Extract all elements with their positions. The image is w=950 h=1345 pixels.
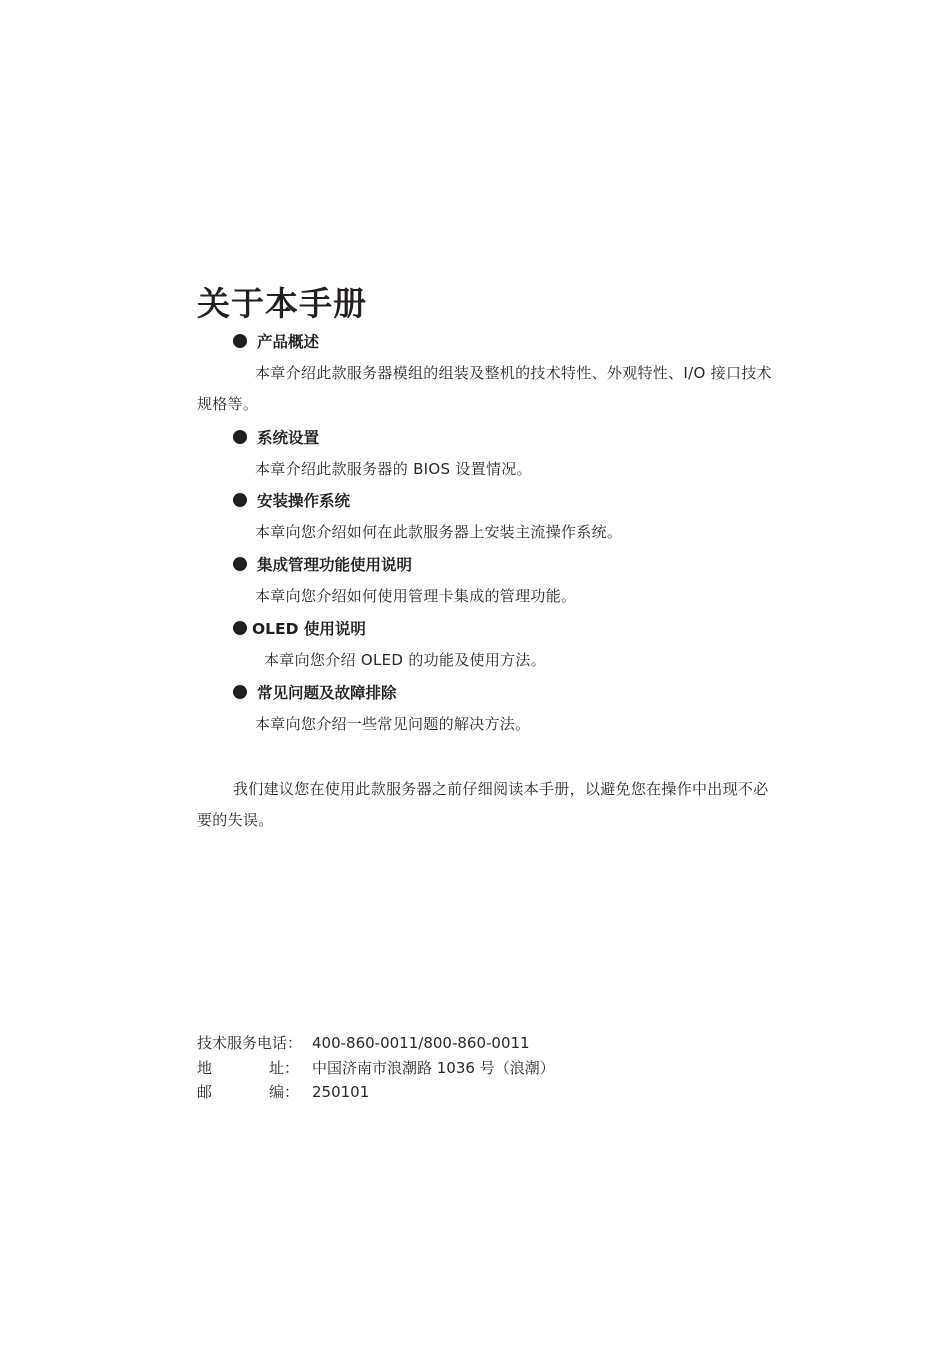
section-description: 本章介绍此款服务器模组的组装及整机的技术特性、外观特性、I/O 接口技术规格等。 — [197, 364, 772, 413]
section-heading-label: 常见问题及故障排除 — [257, 684, 397, 702]
page-title: 关于本手册 — [197, 284, 367, 323]
bullet-icon — [233, 493, 247, 507]
contact-phone — [197, 1032, 530, 1054]
section-heading — [233, 490, 350, 512]
contact-phone-value: 400-860-0011/800-860-0011 — [312, 1034, 530, 1052]
section-heading-label: 产品概述 — [257, 333, 320, 351]
section-heading-label: OLED 使用说明 — [252, 620, 366, 638]
contact-postcode-label: 邮 编： — [197, 1083, 299, 1101]
bullet-icon — [233, 334, 247, 348]
bullet-icon — [233, 685, 247, 699]
bullet-icon — [233, 621, 247, 635]
contact-address-value: 中国济南市浪潮路 1036 号（浪潮） — [312, 1059, 555, 1077]
contact-phone-label: 技术服务电话： — [197, 1034, 303, 1052]
contact-postcode-value: 250101 — [312, 1083, 370, 1101]
section-heading — [233, 682, 397, 704]
contact-address — [197, 1057, 555, 1079]
section-heading-label: 集成管理功能使用说明 — [257, 556, 413, 574]
section-heading — [233, 427, 319, 449]
section-heading — [233, 618, 366, 640]
reading-advice: 我们建议您在使用此款服务器之前仔细阅读本手册，以避免您在操作中出现不必要的失误。 — [197, 780, 769, 829]
contact-postcode — [197, 1081, 369, 1103]
section-heading-label: 安装操作系统 — [257, 492, 351, 510]
section-heading-label: 系统设置 — [257, 429, 320, 447]
section-description: 本章介绍此款服务器的 BIOS 设置情况。 — [255, 460, 532, 478]
section-heading — [233, 331, 319, 353]
section-heading — [233, 554, 412, 576]
contact-address-label: 地 址： — [197, 1059, 299, 1077]
bullet-icon — [233, 557, 247, 571]
section-description: 本章向您介绍一些常见问题的解决方法。 — [255, 715, 531, 733]
section-description: 本章向您介绍如何在此款服务器上安装主流操作系统。 — [255, 523, 623, 541]
section-description: 本章向您介绍 OLED 的功能及使用方法。 — [264, 651, 547, 669]
section-description: 本章向您介绍如何使用管理卡集成的管理功能。 — [255, 587, 577, 605]
bullet-icon — [233, 430, 247, 444]
